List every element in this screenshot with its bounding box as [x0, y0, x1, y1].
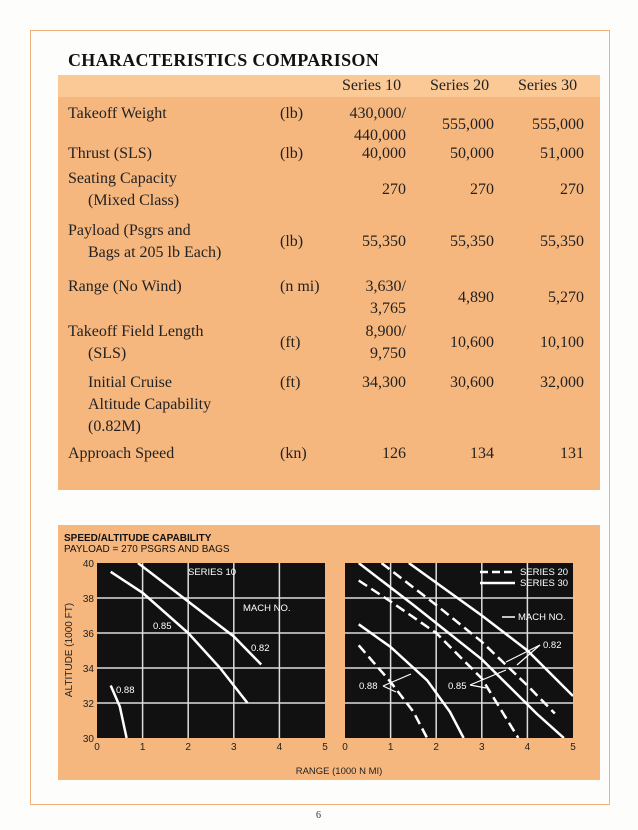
- row-value: 55,350: [540, 233, 584, 250]
- page-title: CHARACTERISTICS COMPARISON: [68, 50, 380, 70]
- y-axis-label: ALTITUDE (1000 FT): [64, 602, 75, 698]
- row-label: Payload (Psgrs and: [68, 222, 191, 239]
- chart-title: SPEED/ALTITUDE CAPABILITY PAYLOAD = 270 PSGRS AND BAGS: [64, 533, 230, 555]
- row-value: 126: [382, 445, 406, 462]
- row-label: Takeoff Field Length: [68, 323, 204, 340]
- row-unit: (ft): [280, 334, 301, 351]
- row-value: 270: [560, 181, 584, 198]
- x-tick-label: 3: [231, 742, 237, 753]
- row-label: Thrust (SLS): [68, 145, 152, 162]
- row-value: 4,890: [458, 289, 494, 306]
- y-tick-label: 40: [82, 559, 94, 570]
- row-value: 9,750: [370, 345, 406, 362]
- x-tick-label: 5: [570, 742, 576, 753]
- col-header: Series 20: [430, 77, 490, 94]
- row-unit: (lb): [280, 145, 304, 162]
- row-label: Takeoff Weight: [68, 105, 167, 122]
- x-tick-label: 3: [479, 742, 485, 753]
- row-label: Altitude Capability: [88, 396, 212, 413]
- row-label: Range (No Wind): [68, 278, 182, 295]
- row-label: (Mixed Class): [88, 192, 180, 209]
- annotation-label: MACH NO.: [518, 612, 566, 623]
- row-value: 555,000: [442, 116, 494, 133]
- mach-label-088: 0.88: [116, 685, 135, 696]
- mach-label-085: 0.85: [153, 621, 172, 632]
- row-value: 30,600: [450, 374, 494, 391]
- plot-area: [345, 563, 573, 738]
- row-value: 555,000: [532, 116, 584, 133]
- x-tick-label: 1: [139, 742, 146, 753]
- row-unit: (n mi): [280, 278, 320, 295]
- legend-series-20: SERIES 20: [520, 567, 569, 578]
- row-value: 3,765: [370, 300, 406, 317]
- row-value: 55,350: [450, 233, 494, 250]
- row-value: 131: [560, 445, 584, 462]
- col-header: Series 10: [342, 77, 402, 94]
- y-tick-label: 38: [82, 594, 94, 605]
- row-value: 134: [470, 445, 494, 462]
- mach-label-088: 0.88: [359, 681, 378, 692]
- row-unit: (ft): [280, 374, 301, 391]
- y-tick-label: 36: [82, 629, 94, 640]
- row-unit: (kn): [280, 445, 307, 462]
- row-value: 270: [382, 181, 406, 198]
- x-tick-label: 1: [387, 742, 394, 753]
- y-tick-label: 34: [82, 664, 94, 675]
- row-value: 8,900/: [365, 323, 406, 340]
- row-value: 51,000: [540, 145, 584, 162]
- y-tick-label: 32: [82, 699, 94, 710]
- row-unit: (lb): [280, 233, 304, 250]
- x-tick-label: 4: [524, 742, 531, 753]
- row-value: 32,000: [540, 374, 584, 391]
- row-unit: (lb): [280, 105, 304, 122]
- row-value: 5,270: [548, 289, 584, 306]
- x-tick-label: 0: [94, 742, 100, 753]
- legend-series-30: SERIES 30: [520, 578, 569, 589]
- row-value: 10,600: [450, 334, 494, 351]
- row-label: Initial Cruise: [88, 374, 172, 391]
- row-label: Seating Capacity: [68, 170, 177, 187]
- x-tick-label: 5: [322, 742, 328, 753]
- row-value: 40,000: [362, 145, 406, 162]
- series-label: SERIES 10: [188, 567, 237, 578]
- row-value: 270: [470, 181, 494, 198]
- y-tick-label: 30: [82, 734, 94, 745]
- x-axis-label: RANGE (1000 N MI): [295, 766, 383, 777]
- row-label: (SLS): [88, 345, 127, 362]
- x-tick-label: 4: [276, 742, 283, 753]
- row-value: 440,000: [354, 127, 406, 144]
- row-value: 50,000: [450, 145, 494, 162]
- row-label: (0.82M): [88, 418, 141, 435]
- plot-area: [97, 563, 325, 738]
- row-label: Approach Speed: [68, 445, 175, 462]
- mach-label-085: 0.85: [448, 681, 467, 692]
- row-value: 34,300: [362, 374, 406, 391]
- x-tick-label: 0: [342, 742, 348, 753]
- x-tick-label: 2: [185, 742, 191, 753]
- row-value: 430,000/: [349, 105, 406, 122]
- page-number: 6: [316, 810, 321, 821]
- x-tick-label: 2: [433, 742, 439, 753]
- row-label: Bags at 205 lb Each): [88, 244, 222, 261]
- mach-label-082: 0.82: [543, 640, 562, 651]
- col-header: Series 30: [518, 77, 578, 94]
- mach-label-082: 0.82: [251, 643, 270, 654]
- row-value: 10,100: [540, 334, 584, 351]
- row-value: 3,630/: [365, 278, 406, 295]
- row-value: 55,350: [362, 233, 406, 250]
- annotation-label: MACH NO.: [243, 603, 291, 614]
